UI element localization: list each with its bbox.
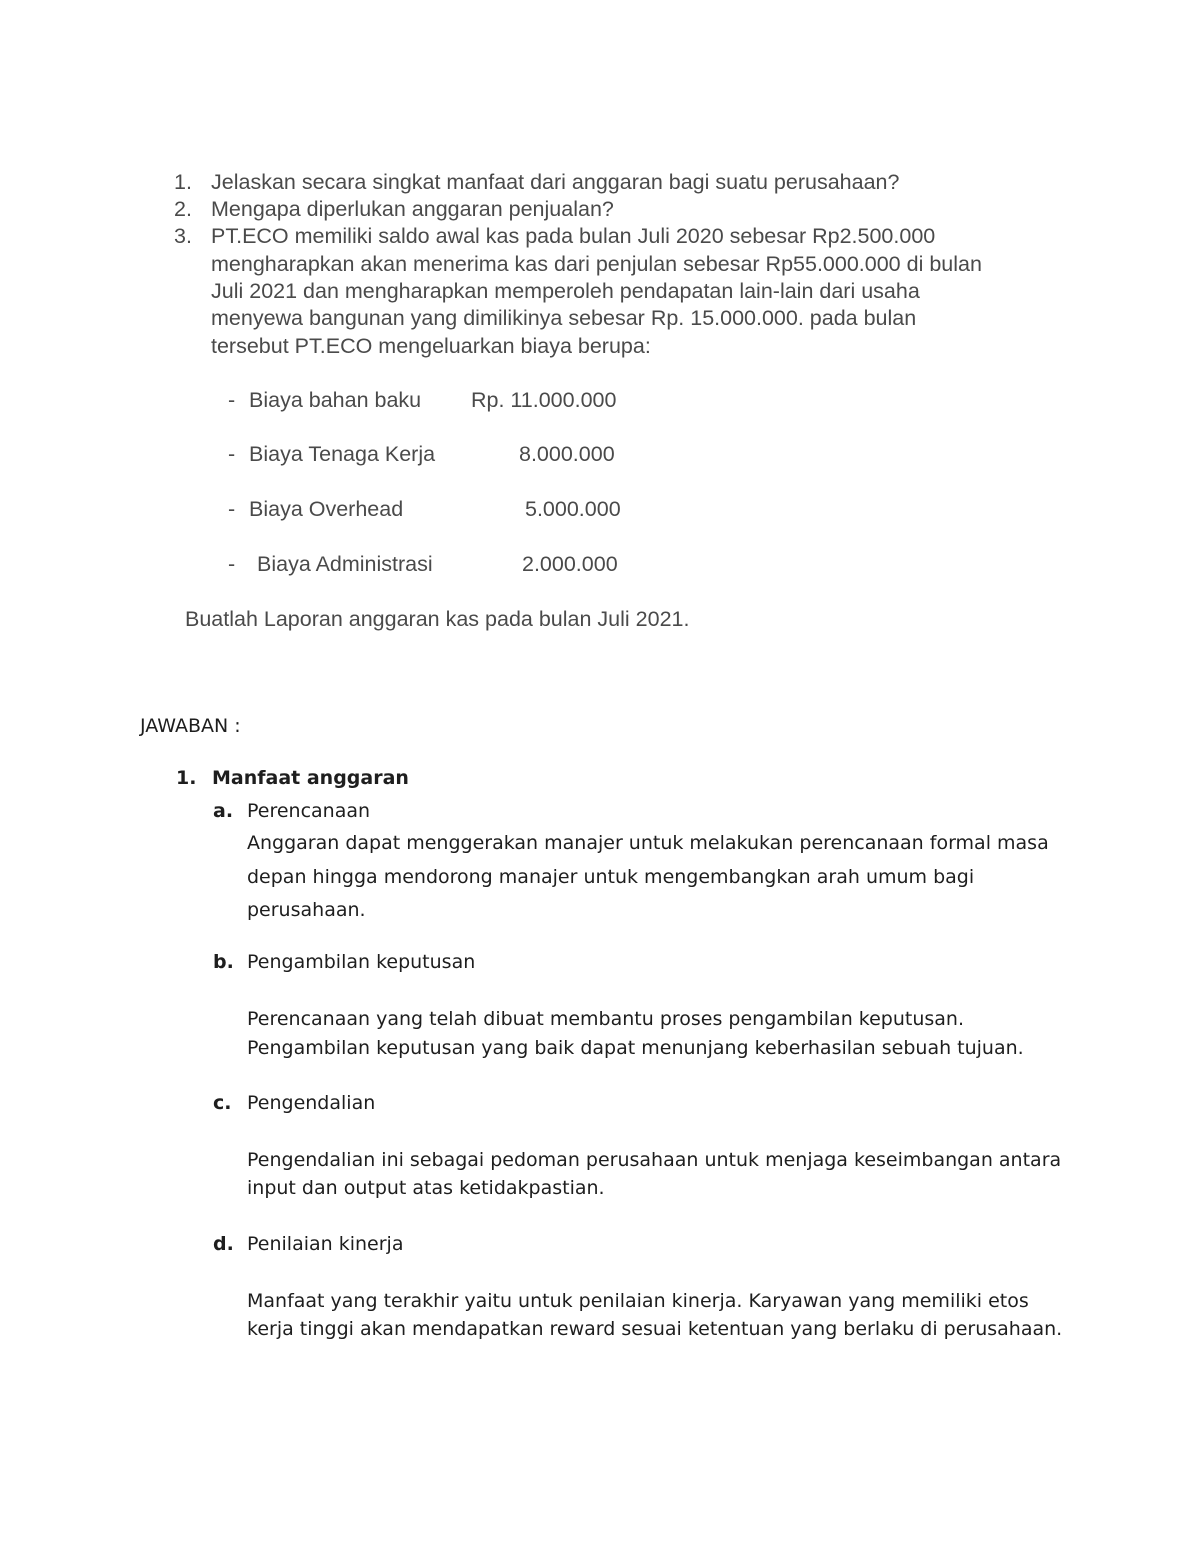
question-1-number: 1. — [174, 170, 192, 194]
question-3-number: 3. — [174, 224, 192, 248]
question-2-number: 2. — [174, 197, 192, 221]
cost-amount-bahan-baku: Rp. 11.000.000 — [471, 388, 617, 412]
item-b-line-1: Perencanaan yang telah dibuat membantu proses pengambilan keputusan. — [247, 1008, 965, 1030]
item-title-perencanaan: Perencanaan — [247, 800, 371, 822]
question-3-line-3: Juli 2021 dan mengharapkan memperoleh pendapatan lain-lain dari usaha — [211, 279, 920, 303]
cost-dash: - — [228, 552, 236, 576]
cost-dash: - — [228, 442, 236, 466]
cost-label-administrasi: Biaya Administrasi — [257, 552, 433, 576]
item-a-line-1: Anggaran dapat menggerakan manajer untuk melakukan perencanaan formal masa — [247, 832, 1049, 854]
item-c-line-2: input dan output atas ketidakpastian. — [247, 1177, 605, 1199]
item-title-pengendalian: Pengendalian — [247, 1092, 376, 1114]
item-c-line-1: Pengendalian ini sebagai pedoman perusahaan untuk menjaga keseimbangan antara — [247, 1149, 1062, 1171]
item-b-line-2: Pengambilan keputusan yang baik dapat menunjang keberhasilan sebuah tujuan. — [247, 1037, 1024, 1059]
question-3-line-5: tersebut PT.ECO mengeluarkan biaya berupa: — [211, 334, 651, 358]
item-title-pengambilan-keputusan: Pengambilan keputusan — [247, 951, 476, 973]
cost-amount-tenaga-kerja: 8.000.000 — [519, 442, 615, 466]
question-3-line-1: PT.ECO memiliki saldo awal kas pada bulan Juli 2020 sebesar Rp2.500.000 — [211, 224, 936, 248]
item-d-line-1: Manfaat yang terakhir yaitu untuk penilaian kinerja. Karyawan yang memiliki etos — [247, 1290, 1029, 1312]
cost-amount-overhead: 5.000.000 — [525, 497, 621, 521]
instruction-text: Buatlah Laporan anggaran kas pada bulan Juli 2021. — [185, 607, 690, 631]
question-1-text: Jelaskan secara singkat manfaat dari anggaran bagi suatu perusahaan? — [211, 170, 900, 194]
item-letter-d: d. — [213, 1233, 234, 1255]
question-3-line-2: mengharapkan akan menerima kas dari penjulan sebesar Rp55.000.000 di bulan — [211, 252, 982, 276]
cost-label-overhead: Biaya Overhead — [249, 497, 404, 521]
cost-amount-administrasi: 2.000.000 — [522, 552, 618, 576]
cost-label-tenaga-kerja: Biaya Tenaga Kerja — [249, 442, 436, 466]
item-a-line-2: depan hingga mendorong manajer untuk mengembangkan arah umum bagi — [247, 866, 975, 888]
item-letter-c: c. — [213, 1092, 232, 1114]
question-2-text: Mengapa diperlukan anggaran penjualan? — [211, 197, 614, 221]
cost-dash: - — [228, 388, 236, 412]
section-title: Manfaat anggaran — [212, 767, 409, 789]
item-letter-b: b. — [213, 951, 234, 973]
item-d-line-2: kerja tinggi akan mendapatkan reward sesuai ketentuan yang berlaku di perusahaan. — [247, 1318, 1063, 1340]
item-letter-a: a. — [213, 800, 234, 822]
answer-heading: JAWABAN : — [140, 715, 241, 737]
item-title-penilaian-kinerja: Penilaian kinerja — [247, 1233, 404, 1255]
question-3-line-4: menyewa bangunan yang dimilikinya sebesar Rp. 15.000.000. pada bulan — [211, 306, 917, 330]
item-a-line-3: perusahaan. — [247, 899, 366, 921]
cost-label-bahan-baku: Biaya bahan baku — [249, 388, 422, 412]
cost-dash: - — [228, 497, 236, 521]
section-number: 1. — [176, 767, 197, 789]
